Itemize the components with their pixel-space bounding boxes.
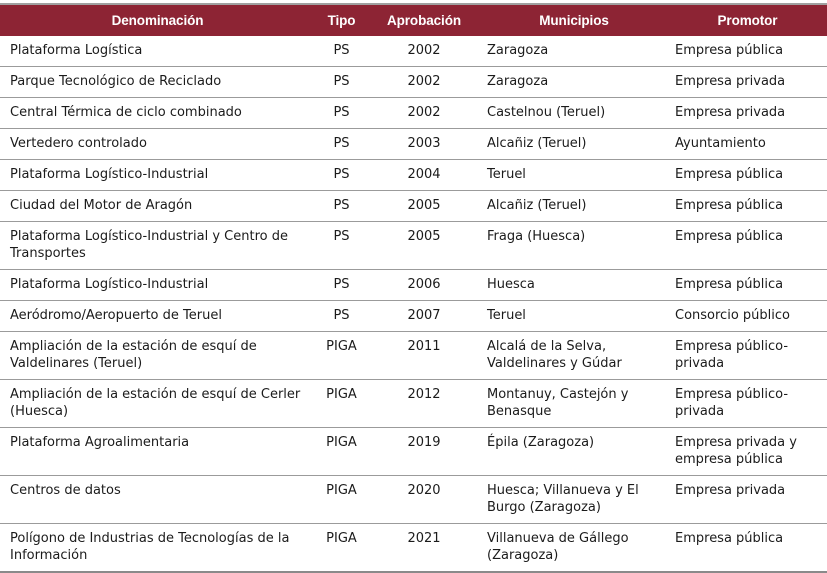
cell-denominacion: Polígono de Industrias de Tecnologías de la Información <box>0 524 315 573</box>
cell-aprobacion: 2005 <box>368 191 480 222</box>
cell-tipo: PS <box>315 160 368 191</box>
cell-municipios: Alcañiz (Teruel) <box>480 129 668 160</box>
cell-promotor: Empresa privada y empresa pública <box>668 428 827 476</box>
table-row <box>0 524 827 573</box>
cell-denominacion: Central Térmica de ciclo combinado <box>0 98 315 129</box>
header-row <box>0 4 827 36</box>
cell-tipo: PS <box>315 67 368 98</box>
cell-aprobacion: 2012 <box>368 380 480 428</box>
column-header-aprobacion: Aprobación <box>368 4 480 36</box>
table-row <box>0 476 827 524</box>
cell-tipo: PIGA <box>315 380 368 428</box>
cell-denominacion: Aeródromo/Aeropuerto de Teruel <box>0 301 315 332</box>
cell-tipo: PIGA <box>315 476 368 524</box>
cell-promotor: Empresa público-privada <box>668 380 827 428</box>
column-header-promotor: Promotor <box>668 4 827 36</box>
cell-denominacion: Plataforma Agroalimentaria <box>0 428 315 476</box>
cell-tipo: PS <box>315 129 368 160</box>
cell-municipios: Huesca; Villanueva y El Burgo (Zaragoza) <box>480 476 668 524</box>
column-header-tipo: Tipo <box>315 4 368 36</box>
cell-denominacion: Vertedero controlado <box>0 129 315 160</box>
cell-denominacion: Plataforma Logístico-Industrial y Centro de Transportes <box>0 222 315 270</box>
cell-denominacion: Ampliación de la estación de esquí de Cerler (Huesca) <box>0 380 315 428</box>
cell-aprobacion: 2002 <box>368 98 480 129</box>
cell-denominacion: Plataforma Logística <box>10 43 143 58</box>
cell-denominacion: Ciudad del Motor de Aragón <box>0 191 315 222</box>
cell-aprobacion: 2002 <box>407 43 441 58</box>
cell-tipo: PS <box>315 301 368 332</box>
cell-aprobacion: 2020 <box>368 476 480 524</box>
cell-promotor: Empresa pública <box>668 524 827 573</box>
table-header <box>0 4 827 36</box>
table-row <box>0 67 827 98</box>
cell-tipo: PS <box>315 270 368 301</box>
cell-promotor: Empresa pública <box>675 43 784 58</box>
cell-tipo: PS <box>315 191 368 222</box>
cell-promotor: Empresa público-privada <box>668 332 827 380</box>
table-body <box>0 36 827 572</box>
table-row <box>0 380 827 428</box>
cell-tipo: PIGA <box>315 524 368 573</box>
cell-municipios: Villanueva de Gállego (Zaragoza) <box>480 524 668 573</box>
cell-promotor: Empresa pública <box>668 191 827 222</box>
cell-municipios: Fraga (Huesca) <box>480 222 668 270</box>
table-row <box>0 428 827 476</box>
cell-denominacion: Plataforma Logístico-Industrial <box>0 160 315 191</box>
cell-aprobacion: 2002 <box>368 67 480 98</box>
table-row <box>0 191 827 222</box>
cell-aprobacion: 2005 <box>368 222 480 270</box>
cell-tipo: PS <box>315 98 368 129</box>
cell-promotor: Empresa pública <box>668 222 827 270</box>
table-row <box>0 270 827 301</box>
cell-municipios: Huesca <box>480 270 668 301</box>
cell-aprobacion: 2019 <box>368 428 480 476</box>
cell-aprobacion: 2003 <box>368 129 480 160</box>
cell-tipo: PIGA <box>315 428 368 476</box>
table-row <box>0 98 827 129</box>
table-row <box>0 160 827 191</box>
cell-tipo: PS <box>315 222 368 270</box>
table-row <box>0 222 827 270</box>
column-header-denominacion: Denominación <box>0 4 315 36</box>
cell-promotor: Empresa privada <box>668 98 827 129</box>
cell-municipios: Alcañiz (Teruel) <box>480 191 668 222</box>
cell-aprobacion: 2006 <box>368 270 480 301</box>
cell-tipo: PS <box>333 43 350 58</box>
cell-promotor: Empresa privada <box>668 476 827 524</box>
cell-municipios: Castelnou (Teruel) <box>480 98 668 129</box>
projects-table <box>0 3 827 573</box>
table-row <box>0 129 827 160</box>
cell-promotor: Empresa privada <box>668 67 827 98</box>
table-row <box>0 301 827 332</box>
cell-promotor: Ayuntamiento <box>668 129 827 160</box>
cell-municipios: Zaragoza <box>480 67 668 98</box>
cell-tipo: PIGA <box>315 332 368 380</box>
cell-promotor: Empresa pública <box>668 160 827 191</box>
cell-municipios: Alcalá de la Selva, Valdelinares y Gúdar <box>480 332 668 380</box>
cell-aprobacion: 2004 <box>368 160 480 191</box>
cell-municipios: Montanuy, Castejón y Benasque <box>480 380 668 428</box>
cell-municipios: Teruel <box>480 301 668 332</box>
cell-promotor: Empresa pública <box>668 270 827 301</box>
cell-aprobacion: 2007 <box>368 301 480 332</box>
table-row <box>0 332 827 380</box>
cell-aprobacion: 2021 <box>368 524 480 573</box>
cell-aprobacion: 2011 <box>368 332 480 380</box>
cell-denominacion: Parque Tecnológico de Reciclado <box>0 67 315 98</box>
cell-municipios: Teruel <box>480 160 668 191</box>
cell-municipios: Épila (Zaragoza) <box>480 428 668 476</box>
cell-promotor: Consorcio público <box>668 301 827 332</box>
cell-denominacion: Plataforma Logístico-Industrial <box>0 270 315 301</box>
cell-denominacion: Ampliación de la estación de esquí de Valdelinares (Teruel) <box>0 332 315 380</box>
cell-denominacion: Centros de datos <box>0 476 315 524</box>
table-row <box>0 36 827 67</box>
column-header-municipios: Municipios <box>480 4 668 36</box>
cell-municipios: Zaragoza <box>487 43 549 58</box>
